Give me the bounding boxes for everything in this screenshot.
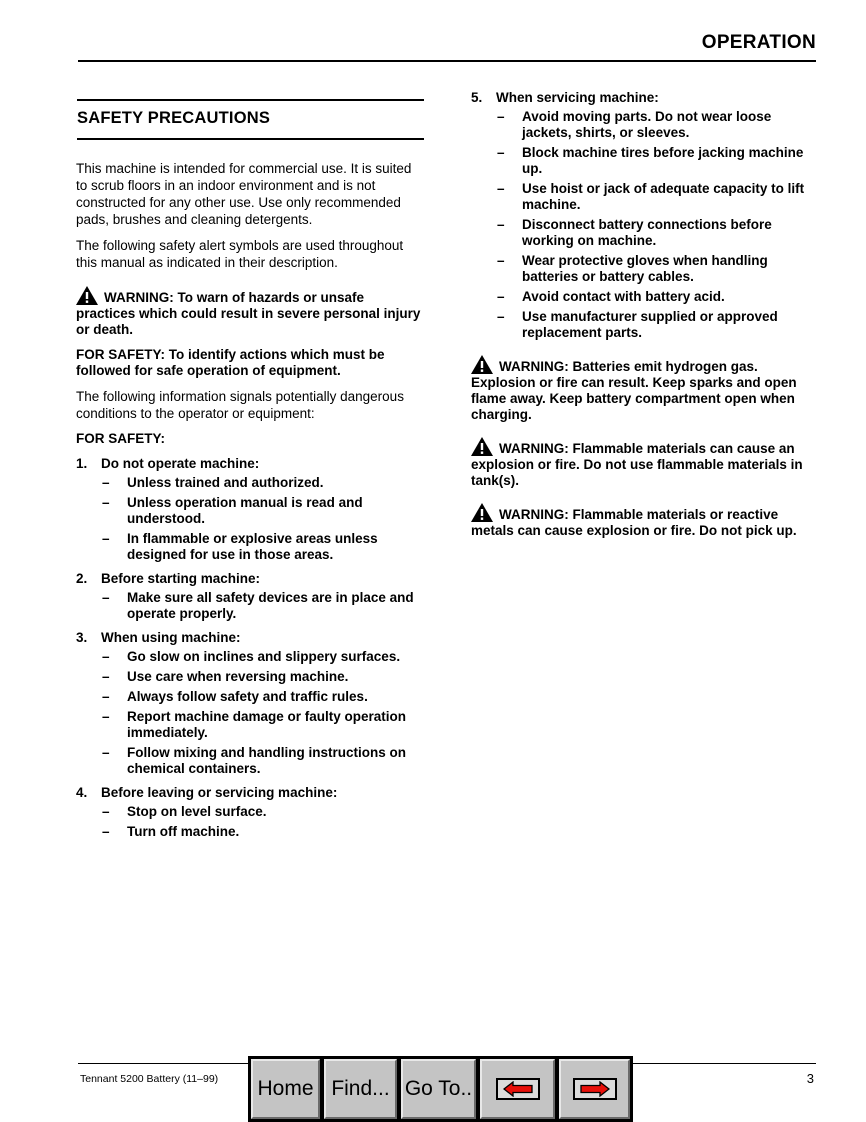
- dash-mark: –: [102, 689, 110, 704]
- right-arrow-icon: [580, 1081, 610, 1097]
- warning-text: WARNING: Flammable materials or reactive metals can cause explosion or fire. Do not pick up.: [471, 507, 797, 538]
- sub-item-text: Block machine tires before jacking machine up.: [522, 145, 804, 176]
- dash-mark: –: [497, 145, 505, 160]
- sub-list-item: [496, 289, 817, 305]
- sub-list-item: [101, 745, 424, 777]
- dash-mark: –: [102, 745, 110, 760]
- sub-item-text: Unless trained and authorized.: [127, 475, 324, 490]
- sub-list-item: [101, 475, 424, 491]
- next-page-button[interactable]: [559, 1059, 630, 1119]
- sub-list-item: [496, 181, 817, 213]
- info-paragraph: The following information signals potentially dangerous conditions to the operator or equipment:: [76, 389, 404, 421]
- list-item: [76, 785, 424, 840]
- list-item: [76, 630, 424, 777]
- dash-mark: –: [102, 649, 110, 664]
- sub-item-text: Avoid moving parts. Do not wear loose jackets, shirts, or sleeves.: [522, 109, 772, 140]
- warning-text: WARNING: Batteries emit hydrogen gas. Explosion or fire can result. Keep sparks and open flame away. Keep battery compartment open when charging.: [471, 359, 797, 422]
- sub-list: [101, 475, 424, 563]
- sub-item-text: Unless operation manual is read and understood.: [127, 495, 363, 526]
- list-item-title: Do not operate machine:: [101, 456, 260, 471]
- previous-page-button[interactable]: [480, 1059, 555, 1119]
- dash-mark: –: [102, 669, 110, 684]
- warning-text: WARNING: Flammable materials can cause an explosion or fire. Do not use flammable materials in tank(s).: [471, 441, 803, 488]
- sub-item-text: Stop on level surface.: [127, 804, 267, 819]
- sub-list-item: [496, 145, 817, 177]
- dash-mark: –: [102, 475, 110, 490]
- heading-block: [77, 99, 424, 140]
- list-item-title: When servicing machine:: [496, 90, 659, 105]
- forsafety-label: FOR SAFETY:: [76, 431, 165, 446]
- dash-mark: –: [497, 309, 505, 324]
- sub-item-text: In flammable or explosive areas unless designed for use in those areas.: [127, 531, 378, 562]
- sub-list-item: [496, 253, 817, 285]
- section-title: OPERATION: [701, 32, 816, 53]
- left-arrow-icon: [503, 1081, 533, 1097]
- sub-list-item: [101, 590, 424, 622]
- list-number: 2.: [76, 571, 88, 586]
- sub-list-item: [101, 709, 424, 741]
- warning-icon: [76, 286, 98, 305]
- dash-mark: –: [102, 804, 110, 819]
- sub-list-item: [101, 824, 424, 840]
- sub-item-text: Disconnect battery connections before working on machine.: [522, 217, 772, 248]
- intro-paragraph-2: The following safety alert symbols are used throughout this manual as indicated in their description.: [76, 238, 404, 270]
- sub-item-text: Go slow on inclines and slippery surfaces.: [127, 649, 401, 664]
- left-column: [76, 99, 424, 848]
- warning-icon: [471, 355, 493, 374]
- sub-list: [101, 590, 424, 622]
- warning-flammable-materials: [471, 437, 817, 489]
- list-number: 5.: [471, 90, 483, 105]
- sub-item-text: Turn off machine.: [127, 824, 240, 839]
- dash-mark: –: [497, 289, 505, 304]
- sub-list-item: [101, 495, 424, 527]
- sub-list: [101, 804, 424, 840]
- right-column: [471, 90, 817, 539]
- sub-list-item: [496, 217, 817, 249]
- navigation-bar: [248, 1056, 633, 1122]
- warning-reactive-metals: [471, 503, 817, 539]
- intro-paragraph-1: This machine is intended for commercial use. It is suited to scrub floors in an indoor environment and is not constructed for any other use. Use only recommended pads, brushes and cleaning detergents.: [76, 161, 412, 227]
- previous-arrow-frame: [496, 1078, 540, 1100]
- page-number: 3: [806, 1071, 814, 1086]
- warning-battery-gas: [471, 355, 817, 423]
- forsafety-definition: FOR SAFETY: To identify actions which must be followed for safe operation of equipment.: [76, 347, 385, 378]
- dash-mark: –: [102, 531, 110, 546]
- sub-list: [101, 649, 424, 777]
- sub-item-text: Always follow safety and traffic rules.: [127, 689, 368, 704]
- warning-definition-text: WARNING: To warn of hazards or unsafe practices which could result in severe personal injury or death.: [76, 290, 421, 337]
- home-button[interactable]: Home: [251, 1059, 320, 1119]
- sub-item-text: Follow mixing and handling instructions on chemical containers.: [127, 745, 406, 776]
- next-arrow-frame: [573, 1078, 617, 1100]
- page-heading: SAFETY PRECAUTIONS: [77, 109, 271, 127]
- sub-item-text: Use manufacturer supplied or approved replacement parts.: [522, 309, 778, 340]
- dash-mark: –: [102, 824, 110, 839]
- dash-mark: –: [497, 181, 505, 196]
- list-item-title: When using machine:: [101, 630, 241, 645]
- list-number: 1.: [76, 456, 88, 471]
- dash-mark: –: [497, 253, 505, 268]
- list-item-title: Before starting machine:: [101, 571, 261, 586]
- list-item: [471, 90, 817, 341]
- dash-mark: –: [497, 217, 505, 232]
- sub-item-text: Avoid contact with battery acid.: [522, 289, 725, 304]
- sub-item-text: Wear protective gloves when handling batteries or battery cables.: [522, 253, 768, 284]
- dash-mark: –: [102, 495, 110, 510]
- goto-button[interactable]: Go To..: [401, 1059, 476, 1119]
- sub-list-item: [496, 309, 817, 341]
- safety-list: [76, 456, 424, 840]
- footer-rule-right: [632, 1063, 816, 1064]
- dash-mark: –: [102, 709, 110, 724]
- safety-list-continued: [471, 90, 817, 341]
- warning-icon: [471, 437, 493, 456]
- list-number: 4.: [76, 785, 88, 800]
- sub-item-text: Use hoist or jack of adequate capacity to lift machine.: [522, 181, 805, 212]
- sub-item-text: Use care when reversing machine.: [127, 669, 349, 684]
- sub-list-item: [101, 804, 424, 820]
- sub-list-item: [101, 531, 424, 563]
- dash-mark: –: [497, 109, 505, 124]
- warning-icon: [471, 503, 493, 522]
- sub-item-text: Report machine damage or faulty operation immediately.: [127, 709, 407, 740]
- sub-list-item: [496, 109, 817, 141]
- sub-list-item: [101, 649, 424, 665]
- list-item-title: Before leaving or servicing machine:: [101, 785, 338, 800]
- footer-rule-left: [78, 1063, 250, 1064]
- sub-list-item: [101, 669, 424, 685]
- footer-document-info: Tennant 5200 Battery (11–99): [80, 1073, 219, 1085]
- dash-mark: –: [102, 590, 110, 605]
- list-item: [76, 456, 424, 563]
- sub-item-text: Make sure all safety devices are in place and operate properly.: [127, 590, 414, 621]
- warning-definition: [76, 286, 424, 338]
- sub-list-item: [101, 689, 424, 705]
- find-button[interactable]: Find...: [324, 1059, 397, 1119]
- list-number: 3.: [76, 630, 88, 645]
- list-item: [76, 571, 424, 622]
- top-rule: [78, 60, 816, 62]
- sub-list: [496, 109, 817, 341]
